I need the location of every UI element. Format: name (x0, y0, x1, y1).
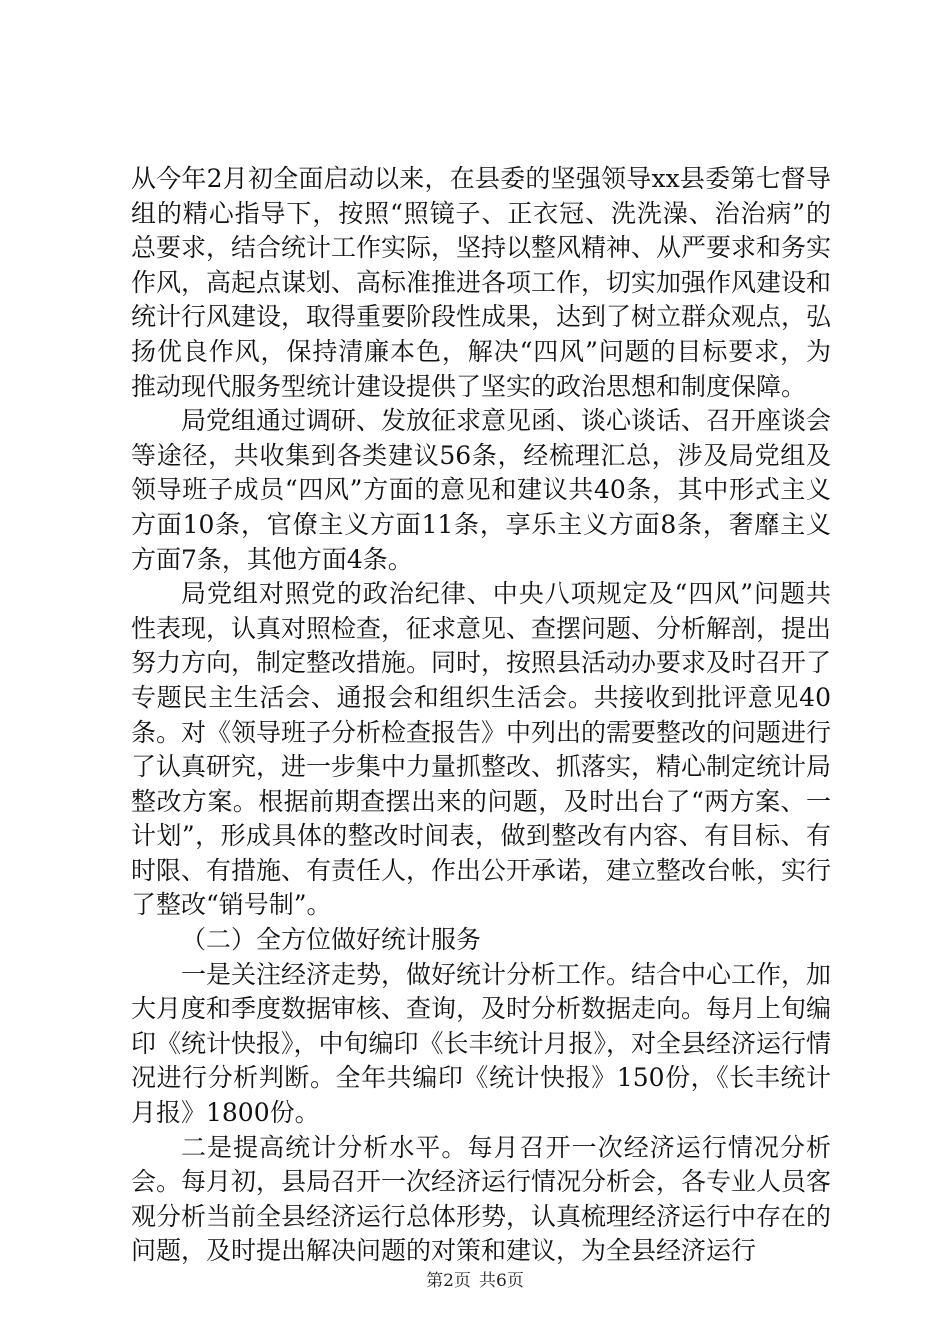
paragraph-intro: 从今年2月初全面启动以来，在县委的坚强领导xx县委第七督导组的精心指导下，按照“照镜子、正衣冠、洗洗澡、治治病”的总要求，结合统计工作实际，坚持以整风精神、从严要求和务实作风，高起点谋划、高标准推进各项工作，切实加强作风建设和统计行风建设，取得重要阶段性成果，达到了树立群众观点，弘扬优良作风，保持清廉本色，解决“四风”问题的目标要求，为推动现代服务型统计建设提供了坚实的政治思想和制度保障。 (131, 164, 832, 401)
document-body (131, 162, 831, 1269)
paragraph-point-one: 一是关注经济走势，做好统计分析工作。结合中心工作，加大月度和季度数据审核、查询，及时分析数据走向。每月上旬编印《统计快报》，中旬编印《长丰统计月报》，对全县经济运行情况进行分析判断。全年共编印《统计快报》150份，《长丰统计月报》1800份。 (131, 959, 832, 1128)
page-total: 共6页 (479, 1271, 524, 1291)
paragraph-opinions: 局党组通过调研、发放征求意见函、谈心谈话、召开座谈会等途径，共收集到各类建议56条，经梳理汇总，涉及局党组及领导班子成员“四风”方面的意见和建议共40条，其中形式主义方面10条，官僚主义方面11条，享乐主义方面8条，奢靡主义方面7条，其他方面4条。 (131, 406, 832, 574)
section-heading: （二）全方位做好统计服务 (181, 925, 482, 955)
paragraph-point-two: 二是提高统计分析水平。每月召开一次经济运行情况分析会。每月初，县局召开一次经济运行情况分析会，各专业人员客观分析当前全县经济运行总体形势，认真梳理经济运行中存在的问题，及时提出解决问题的对策和建议，为全县经济运行 (131, 1132, 832, 1266)
page-footer (0, 1266, 950, 1291)
page-number: 第2页 (426, 1271, 471, 1291)
paragraph-rectification: 局党组对照党的政治纪律、中央八项规定及“四风”问题共性表现，认真对照检查，征求意见、查摆问题、分析解剖，提出努力方向，制定整改措施。同时，按照县活动办要求及时召开了专题民主生活会、通报会和组织生活会。共接收到批评意见40条。对《领导班子分析检查报告》中列出的需要整改的问题进行了认真研究，进一步集中力量抓整改、抓落实，精心制定统计局整改方案。根据前期查摆出来的问题，及时出台了“两方案、一计划”，形成具体的整改时间表，做到整改有内容、有目标、有时限、有措施、有责任人，作出公开承诺，建立整改台帐，实行了整改“销号制”。 (131, 579, 832, 920)
